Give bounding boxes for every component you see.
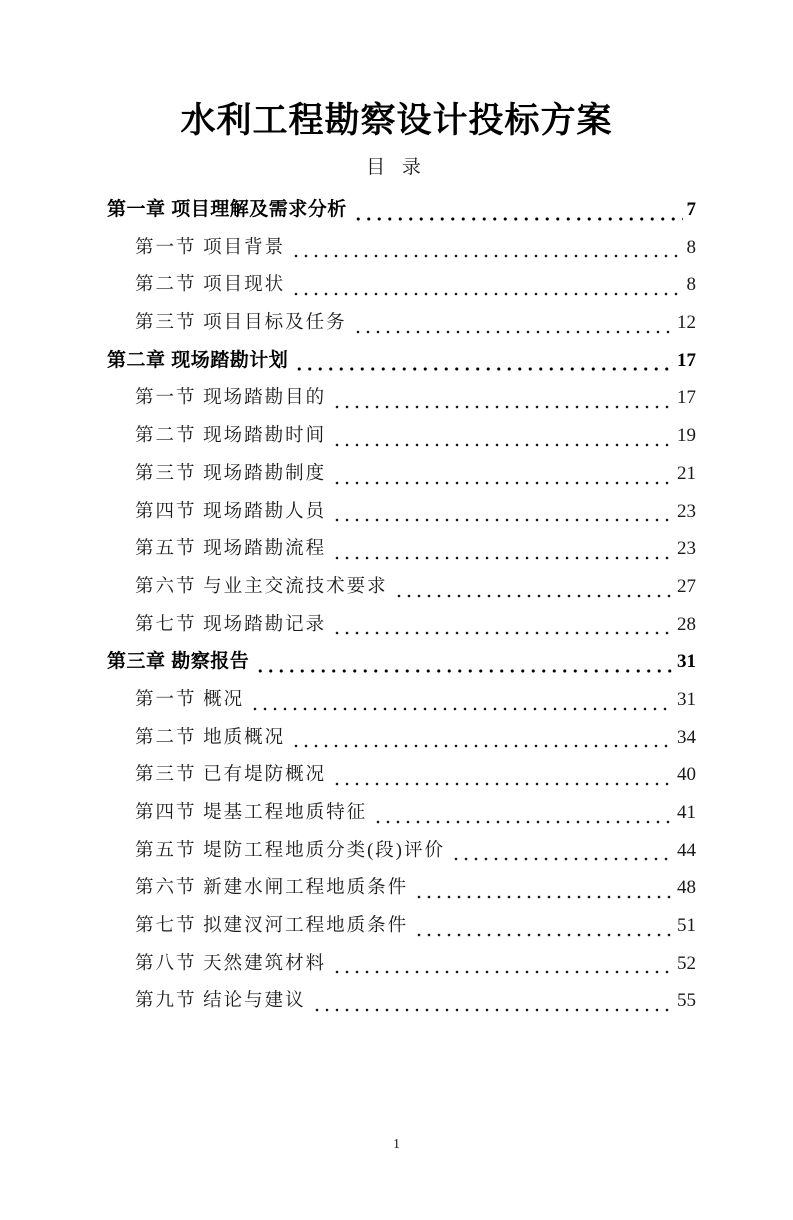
toc-list xyxy=(0,191,793,1020)
toc-entry-page-number: 41 xyxy=(677,802,696,823)
toc-entry-label: 第三节 已有堤防概况 xyxy=(135,765,327,786)
toc-entry-page-number: 17 xyxy=(677,349,696,371)
toc-entry-chapter[interactable] xyxy=(107,191,696,229)
toc-entry-section[interactable] xyxy=(107,794,696,832)
toc-entry-label: 第四节 现场踏勘人员 xyxy=(135,501,327,522)
toc-entry-section[interactable] xyxy=(107,681,696,719)
toc-entry-page-number: 51 xyxy=(677,915,696,937)
toc-entry-label: 第八节 天然建筑材料 xyxy=(135,953,327,974)
toc-entry-section[interactable] xyxy=(107,493,696,531)
toc-entry-label: 第九节 结论与建议 xyxy=(135,991,306,1012)
toc-entry-chapter[interactable] xyxy=(107,643,696,681)
toc-entry-section[interactable] xyxy=(107,756,696,794)
toc-entry-section[interactable] xyxy=(107,304,696,342)
dot-leader xyxy=(312,998,673,1020)
toc-entry-page-number: 8 xyxy=(686,236,696,258)
dot-leader xyxy=(373,810,673,832)
dot-leader xyxy=(414,923,673,945)
toc-entry-page-number: 23 xyxy=(677,500,696,522)
toc-entry-page-number: 21 xyxy=(677,462,696,484)
dot-leader xyxy=(255,659,673,681)
toc-entry-chapter[interactable] xyxy=(107,342,696,380)
toc-entry-section[interactable] xyxy=(107,945,696,983)
dot-leader xyxy=(451,847,673,869)
toc-entry-section[interactable] xyxy=(107,568,696,606)
toc-entry-page-number: 17 xyxy=(677,387,696,409)
toc-entry-section[interactable] xyxy=(107,907,696,945)
toc-entry-section[interactable] xyxy=(107,719,696,757)
toc-entry-page-number: 19 xyxy=(677,425,696,447)
toc-entry-label: 第二章 现场踏勘计划 xyxy=(107,349,289,371)
toc-entry-page-number: 8 xyxy=(686,274,696,296)
toc-heading: 目 录 xyxy=(366,157,427,178)
toc-entry-page-number: 27 xyxy=(677,575,696,597)
dot-leader xyxy=(414,885,673,907)
toc-entry-label: 第一节 项目背景 xyxy=(135,237,286,258)
dot-leader xyxy=(291,734,673,756)
toc-entry-label: 第七节 现场踏勘记录 xyxy=(135,614,327,635)
toc-entry-page-number: 23 xyxy=(677,538,696,560)
footer-page-number: 1 xyxy=(393,1137,400,1152)
toc-entry-section[interactable] xyxy=(107,379,696,417)
toc-entry-label: 第二节 地质概况 xyxy=(135,727,286,748)
toc-entry-label: 第一节 现场踏勘目的 xyxy=(135,388,327,409)
dot-leader xyxy=(291,282,682,304)
toc-entry-label: 第七节 拟建汊河工程地质条件 xyxy=(135,916,409,937)
document-title: 水利工程勘察设计投标方案 xyxy=(180,101,613,140)
toc-entry-section[interactable] xyxy=(107,869,696,907)
toc-entry-section[interactable] xyxy=(107,832,696,870)
toc-entry-section[interactable] xyxy=(107,417,696,455)
toc-entry-label: 第五节 现场踏勘流程 xyxy=(135,539,327,560)
toc-entry-label: 第一章 项目理解及需求分析 xyxy=(107,199,347,220)
dot-leader xyxy=(332,546,673,568)
toc-entry-page-number: 7 xyxy=(686,199,696,220)
toc-entry-page-number: 52 xyxy=(677,952,696,974)
toc-entry-label: 第二节 现场踏勘时间 xyxy=(135,426,327,447)
dot-leader xyxy=(332,395,673,417)
toc-entry-label: 第三章 勘察报告 xyxy=(107,651,250,673)
toc-entry-label: 第二节 项目现状 xyxy=(135,275,286,296)
toc-entry-page-number: 34 xyxy=(677,726,696,748)
toc-entry-page-number: 44 xyxy=(677,839,696,861)
toc-entry-section[interactable] xyxy=(107,606,696,644)
dot-leader xyxy=(353,207,683,229)
toc-entry-page-number: 31 xyxy=(677,651,696,673)
toc-entry-page-number: 12 xyxy=(677,312,696,334)
toc-entry-section[interactable] xyxy=(107,229,696,267)
toc-entry-label: 第六节 与业主交流技术要求 xyxy=(135,576,388,597)
dot-leader xyxy=(250,697,673,719)
toc-entry-page-number: 31 xyxy=(677,688,696,710)
toc-entry-section[interactable] xyxy=(107,982,696,1020)
dot-leader xyxy=(332,471,673,493)
toc-entry-page-number: 55 xyxy=(677,990,696,1012)
toc-entry-label: 第四节 堤基工程地质特征 xyxy=(135,803,368,823)
dot-leader xyxy=(332,508,673,530)
toc-entry-label: 第三节 项目目标及任务 xyxy=(135,313,347,334)
dot-leader xyxy=(294,357,673,379)
toc-entry-label: 第三节 现场踏勘制度 xyxy=(135,463,327,484)
dot-leader xyxy=(291,244,682,266)
dot-leader xyxy=(332,960,673,982)
toc-entry-section[interactable] xyxy=(107,455,696,493)
toc-entry-section[interactable] xyxy=(107,266,696,304)
toc-entry-page-number: 48 xyxy=(677,877,696,899)
dot-leader xyxy=(394,584,673,606)
toc-entry-label: 第六节 新建水闸工程地质条件 xyxy=(135,878,409,899)
toc-entry-page-number: 28 xyxy=(677,613,696,635)
dot-leader xyxy=(353,320,673,342)
dot-leader xyxy=(332,433,673,455)
toc-entry-section[interactable] xyxy=(107,530,696,568)
dot-leader xyxy=(332,621,673,643)
toc-entry-label: 第五节 堤防工程地质分类(段)评价 xyxy=(135,840,445,861)
toc-entry-label: 第一节 概况 xyxy=(135,689,245,710)
dot-leader xyxy=(332,772,673,794)
toc-entry-page-number: 40 xyxy=(677,764,696,786)
